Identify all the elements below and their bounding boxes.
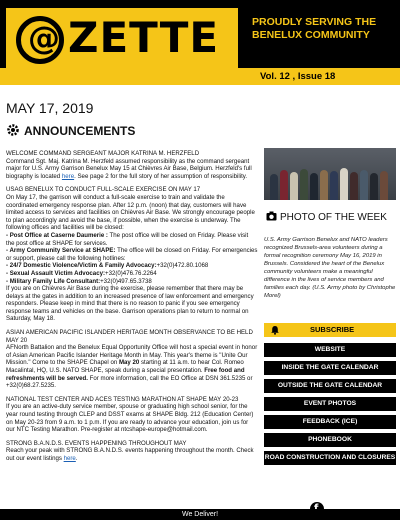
photo-figure <box>380 171 388 200</box>
announcement-item: STRONG B.A.N.D.S. EVENTS HAPPENING THROUGHOUT MAY Reach your peak with STRONG B.A.N.D.S. events happening throughout the month. Check out our event listings here. <box>6 440 258 463</box>
subscribe-button[interactable]: SUBSCRIBE <box>264 323 396 337</box>
announcement-heading: NATIONAL TEST CENTER AND ACES TESTING MARATHON AT SHAPE MAY 20-23 <box>6 395 239 403</box>
photo-figure <box>360 170 368 200</box>
event-photos-link[interactable]: EVENT PHOTOS <box>264 397 396 411</box>
photo-figure <box>310 173 318 200</box>
herzfeld-bio-link[interactable]: here <box>61 172 75 180</box>
photo-figure <box>320 170 328 200</box>
photo-figure <box>300 169 308 200</box>
strong-bands-link[interactable]: here <box>63 454 76 462</box>
photo-figure <box>350 172 358 200</box>
announcement-heading: ASIAN AMERICAN PACIFIC ISLANDER HERITAGE MONTH OBSERVANCE TO BE HELD MAY 20 <box>6 329 253 344</box>
photo-of-week-image <box>264 148 396 200</box>
announcement-heading: USAG BENELUX TO CONDUCT FULL-SCALE EXERCISE ON MAY 17 <box>6 186 201 194</box>
at-symbol-icon: @ <box>16 16 64 64</box>
website-link[interactable]: WEBSITE <box>264 343 396 357</box>
logo-text: ZETTE <box>68 13 220 62</box>
tagline: PROUDLY SERVING THE BENELUX COMMUNITY <box>252 16 377 41</box>
issue-bar <box>0 68 400 85</box>
issue-date: MAY 17, 2019 <box>6 100 94 116</box>
photo-caption: U.S. Army Garrison Benelux and NATO leaders recognized Brussels-area volunteers during a formal recognition ceremony May 16, 2019 in Brussels. Considered the heart of the Benelux community volunteers make a meaningful difference in the lives of service members and families each day. (U.S. Army photo by Christophe Morel) <box>264 237 396 299</box>
camera-icon <box>266 211 277 221</box>
announcement-item: USAG BENELUX TO CONDUCT FULL-SCALE EXERCISE ON MAY 17 On May 17, the garrison will conduct a full-scale exercise to train and validate the coordinated emergency response plan. After 12 p.m. (noon) that day, customers will have limited access to services and facilities on Chièvres Air Base. We strongly encourage people to plan accordingly and avoid the base, if possible, when the exercise is underway. The following offices and facilities will be closed: - Post Office at Caserne Daumerie : The post office will be closed on Friday. Please visit the post office at SHAPE for services. - Army Community Service at SHAPE: The office will be closed on Friday. For emergencies or support, please call the following hotlines: - 24/7 Domestic Violence/Victim & Family Advocacy:+32(0)472.80.1068 - Sexual Assault Victim Advocacy:+32(0)476.76.2264 - Military Family Life Consultant:+32(0)497.65.3738 If you are on Chièvres Air Base during the exercise, please remember that there may be delays at the gates in addition to an increased presence of law enforcement and emergency responders. Please keep in mind that there is no reason to panic if you see emergency response teams and vehicles on the base. Garrison operations plan to return to normal on Saturday, May 18. <box>6 186 258 323</box>
photo-figure <box>370 173 378 200</box>
photo-of-week-title: PHOTO OF THE WEEK <box>280 212 387 223</box>
outside-gate-calendar-link[interactable]: OUTSIDE THE GATE CALENDAR <box>264 379 396 393</box>
phonebook-link[interactable]: PHONEBOOK <box>264 433 396 447</box>
gazette-logo <box>6 8 238 68</box>
announcement-item: WELCOME COMMAND SERGEANT MAJOR KATRINA M. HERZFELD Command Sgt. Maj. Katrina M. Herzfeld assumed responsibility as the command sergeant major for U.S. Army Garrison Benelux May 15 at Chièvres Air Base, Belgium. Herzfeld's full biography is located here. See page 2 for the full story of her assumption of responsibility. <box>6 150 258 180</box>
announcements-heading: ANNOUNCEMENTS <box>24 124 136 138</box>
gear-icon <box>6 123 20 137</box>
bell-icon <box>270 325 280 335</box>
announcement-heading: STRONG B.A.N.D.S. EVENTS HAPPENING THROUGHOUT MAY <box>6 439 187 447</box>
photo-figure <box>330 171 338 200</box>
announcements-column <box>6 150 258 469</box>
road-construction-link[interactable]: ROAD CONSTRUCTION AND CLOSURES <box>264 451 396 465</box>
photo-figure <box>270 174 278 200</box>
feedback-ice-link[interactable]: FEEDBACK (ICE) <box>264 415 396 429</box>
announcement-heading: WELCOME COMMAND SERGEANT MAJOR KATRINA M. HERZFELD <box>6 150 200 157</box>
announcement-item: ASIAN AMERICAN PACIFIC ISLANDER HERITAGE MONTH OBSERVANCE TO BE HELD MAY 20 AFNorth Battalion and the Benelux Equal Opportunity Office will host a special event in honor of Asian American Pacific Islander Heritage Month in May. This year's theme is "Unite Our Mission." Come to the SHAPE Chapel on May 20 starting at 11 a.m. to hear Col. Romeo Macalintal, HQ, U.S. NATO SHAPE, speak during a special presentation. Free food and refreshments will be served. For more information, call the EO Office at DSN 361.5235 or +32(0)68.27.5235. <box>6 329 258 390</box>
footer-slogan: We Deliver! <box>0 509 400 520</box>
photo-figure <box>280 170 288 200</box>
announcement-item: NATIONAL TEST CENTER AND ACES TESTING MARATHON AT SHAPE MAY 20-23 If you are an active-duty service member, spouse or graduating high school senior, for the year round testing through CLEP and DSST exams at SHAPE Bldg. 212 (Education Center) on May 20-23 from 9 a.m. to 1 p.m. If you are ready to advance your education, join us for our NTC Testing Marathon. Pre-register at ntcshape-europe@hotmail.com. <box>6 396 258 434</box>
issue-label: Vol. 12 , Issue 18 <box>260 71 336 82</box>
inside-gate-calendar-link[interactable]: INSIDE THE GATE CALENDAR <box>264 361 396 375</box>
quick-links-menu <box>264 343 396 469</box>
photo-figure <box>340 168 348 200</box>
photo-figure <box>290 172 298 200</box>
